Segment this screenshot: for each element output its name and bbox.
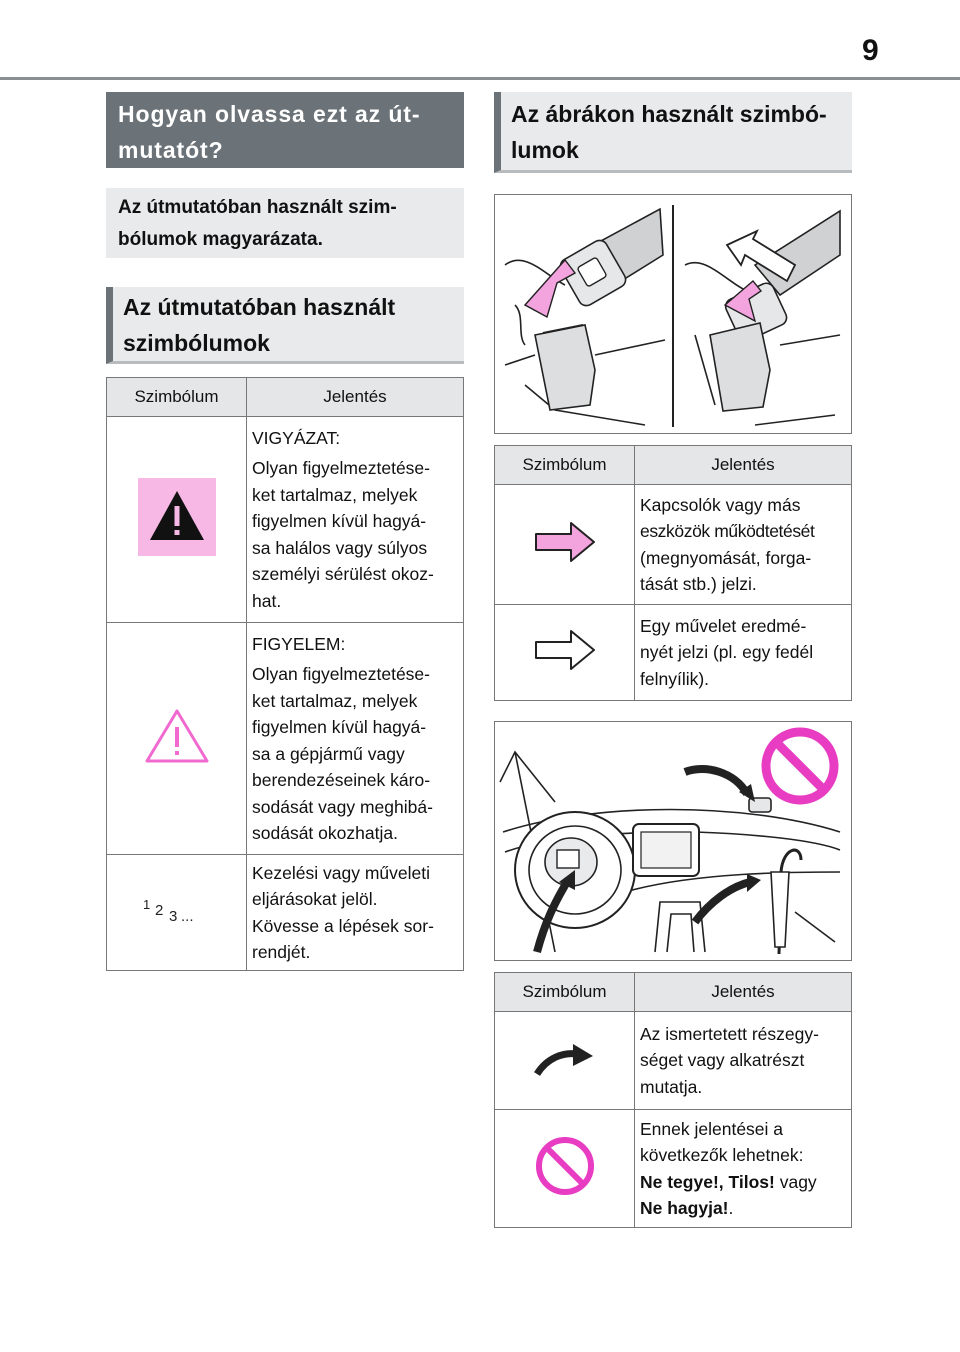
table-row [107, 623, 464, 855]
step-number: 3 [168, 908, 177, 925]
text-line: sodását okozhatja. [252, 823, 398, 843]
symbol-table [106, 377, 464, 971]
bold-text: Ne tegye!, Tilos! [640, 1171, 775, 1192]
arrow-symbol-table [494, 445, 852, 701]
text-line: ket tartalmaz, melyek [252, 484, 418, 505]
text-line: figyelmen kívül hagyá- [252, 511, 427, 532]
table-header-row [495, 973, 852, 1012]
icon-cell [107, 855, 247, 971]
text-line: felnyílik). [640, 668, 710, 689]
table-header-row [495, 446, 852, 485]
meaning-cell [635, 605, 852, 701]
right-column [494, 92, 852, 1228]
top-rule [0, 77, 960, 80]
text-line: figyelmen kívül hagyá- [252, 717, 427, 737]
pink-arrow-icon [533, 520, 597, 564]
table-row [495, 1110, 852, 1228]
prohibition-icon [534, 1135, 596, 1197]
lead-line: bólumok magyarázata. [118, 229, 323, 250]
text-line: hat. [252, 590, 282, 611]
text-line: Az ismertetett részegy- [640, 1023, 819, 1044]
text-line: eljárásokat jelöl. [252, 889, 378, 909]
text-line: Olyan figyelmeztetése- [252, 458, 430, 479]
section-heading-line: lumok [511, 137, 579, 163]
step-number: 1 [142, 897, 150, 912]
table-row [495, 485, 852, 605]
text-line: nyét jelzi (pl. egy fedél [640, 642, 814, 663]
meaning-cell [247, 855, 464, 971]
bold-text: Ne hagyja! [640, 1198, 729, 1218]
table-row [495, 605, 852, 701]
header-symbol: Szimbólum [495, 973, 635, 1012]
page-number: 9 [862, 34, 879, 67]
section-heading-line: Az ábrákon használt szimbó- [511, 101, 827, 127]
icon-cell [107, 417, 247, 623]
table-row [107, 855, 464, 971]
plain-text: . [728, 1198, 734, 1218]
text-line: ket tartalmaz, melyek [252, 690, 418, 711]
text-line: személyi sérülést okoz- [252, 564, 434, 585]
step-number: 2 [154, 902, 163, 919]
chapter-title-line: Hogyan olvassa ezt az út- [118, 101, 421, 127]
illustration-symbol-table [494, 972, 852, 1228]
section-heading [494, 92, 852, 173]
meaning-cell [247, 623, 464, 855]
outline-arrow-icon [533, 628, 597, 672]
seatbelt-illustration [494, 194, 852, 434]
text-line: Kövesse a lépések sor- [252, 915, 434, 936]
warning-filled-icon [138, 478, 216, 556]
text-line: Ennek jelentései a [640, 1118, 784, 1139]
left-column [106, 92, 464, 971]
text-line [640, 1195, 848, 1222]
icon-cell [495, 485, 635, 605]
section-heading-line: szimbólumok [123, 330, 270, 356]
chapter-title-line: mutatót? [118, 137, 224, 163]
section-heading-line: Az útmutatóban használt [123, 294, 396, 320]
dashboard-illustration [494, 721, 852, 961]
text-line: tását stb.) jelzi. [640, 574, 757, 594]
text-line: Kezelési vagy műveleti [252, 862, 430, 883]
text-line: Kapcsolók vagy más [640, 494, 801, 515]
lead-box [106, 188, 464, 258]
text-line: sodását vagy meghibá- [252, 796, 433, 817]
step-ellipsis: ... [180, 908, 194, 925]
icon-cell [107, 623, 247, 855]
text-line: Olyan figyelmeztetése- [252, 664, 430, 684]
text-line: sa a gépjármű vagy [252, 743, 405, 764]
header-symbol: Szimbólum [107, 378, 247, 417]
header-meaning: Jelentés [635, 973, 852, 1012]
text-line: Egy művelet eredmé- [640, 615, 807, 636]
row-label: FIGYELEM: [252, 633, 346, 654]
meaning-cell [635, 1110, 852, 1228]
meaning-cell [247, 417, 464, 623]
chapter-title [106, 92, 464, 168]
header-meaning: Jelentés [247, 378, 464, 417]
text-line: mutatja. [640, 1076, 703, 1097]
step-numbers-icon [137, 895, 217, 925]
meaning-cell [635, 485, 852, 605]
table-header-row [107, 378, 464, 417]
meaning-cell [635, 1012, 852, 1110]
lead-line: Az útmutatóban használt szim- [118, 197, 397, 218]
text-line: rendjét. [252, 942, 311, 962]
text-line [640, 1169, 848, 1196]
warning-outline-icon [144, 707, 210, 765]
row-label: VIGYÁZAT: [252, 427, 341, 448]
header-symbol: Szimbólum [495, 446, 635, 485]
icon-cell [495, 605, 635, 701]
text-line: következők lehetnek: [640, 1145, 804, 1165]
text-line: sa halálos vagy súlyos [252, 537, 428, 558]
text-line: eszközök működtetését [640, 521, 815, 541]
icon-cell [495, 1012, 635, 1110]
curved-arrow-icon [533, 1038, 597, 1078]
table-row [495, 1012, 852, 1110]
text-line: séget vagy alkatrészt [640, 1050, 805, 1071]
text-line: berendezéseinek káro- [252, 770, 431, 790]
section-heading [106, 287, 464, 364]
icon-cell [495, 1110, 635, 1228]
plain-text: vagy [774, 1171, 817, 1192]
text-line: (megnyomását, forga- [640, 547, 812, 568]
header-meaning: Jelentés [635, 446, 852, 485]
table-row [107, 417, 464, 623]
